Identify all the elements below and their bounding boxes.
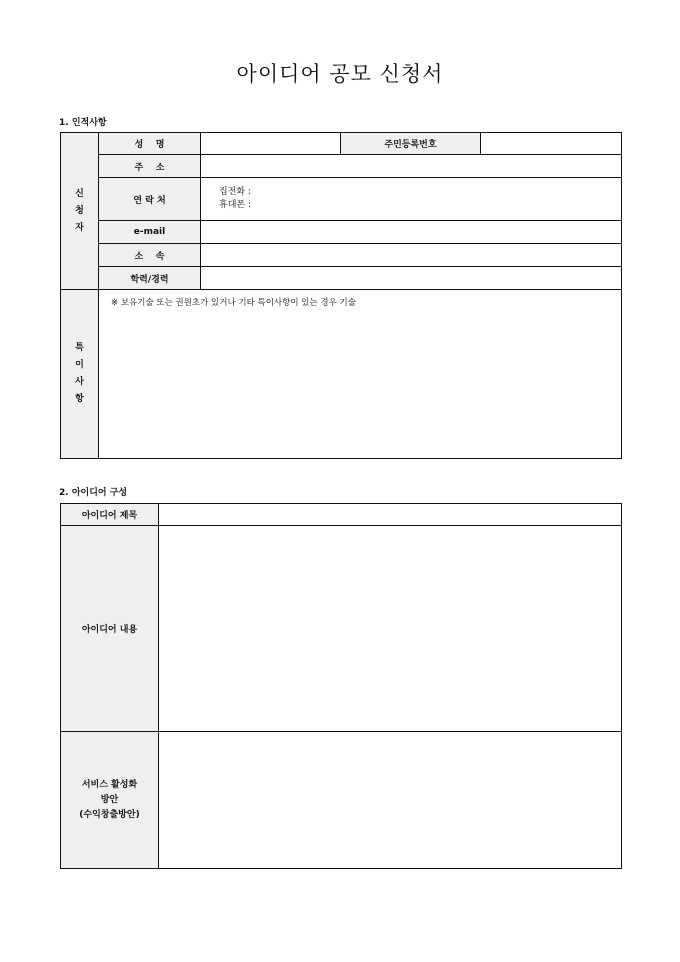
name-field[interactable] [201, 133, 341, 155]
address-label: 주 소 [99, 155, 201, 178]
rrn-field[interactable] [481, 133, 622, 155]
page-title: 아이디어 공모 신청서 [236, 62, 444, 86]
contact-field[interactable] [201, 178, 622, 221]
section2-heading: 2. 아이디어 구성 [59, 488, 128, 498]
remarks-label: 특 이 사 항 [61, 290, 99, 459]
affiliation-label: 소 속 [99, 244, 201, 267]
email-label: e-mail [99, 221, 201, 244]
idea-title-label: 아이디어 제목 [61, 504, 159, 526]
education-field[interactable] [201, 267, 622, 290]
affiliation-field[interactable] [201, 244, 622, 267]
section1-heading: 1. 인적사항 [59, 118, 107, 128]
idea-table [60, 503, 622, 869]
mobile-phone-label: 휴대폰 : [219, 200, 251, 210]
service-plan-field[interactable] [159, 732, 622, 869]
rrn-label: 주민등록번호 [341, 133, 481, 155]
name-label: 성 명 [99, 133, 201, 155]
idea-content-label: 아이디어 내용 [61, 526, 159, 732]
education-label: 학력/경력 [99, 267, 201, 290]
remarks-field[interactable] [99, 290, 622, 459]
applicant-label: 신 청 자 [61, 133, 99, 290]
contact-label: 연 락 처 [99, 178, 201, 221]
remarks-note: ※ 보유기술 또는 권원초가 있거나 기타 특이사항이 있는 경우 기술 [111, 298, 356, 308]
home-phone-label: 집전화 : [219, 187, 251, 197]
address-field[interactable] [201, 155, 622, 178]
service-plan-label: 서비스 활성화 방안 (수익창출방안) [61, 732, 159, 869]
email-field[interactable] [201, 221, 622, 244]
idea-content-field[interactable] [159, 526, 622, 732]
personal-info-table [60, 132, 622, 459]
idea-title-field[interactable] [159, 504, 622, 526]
